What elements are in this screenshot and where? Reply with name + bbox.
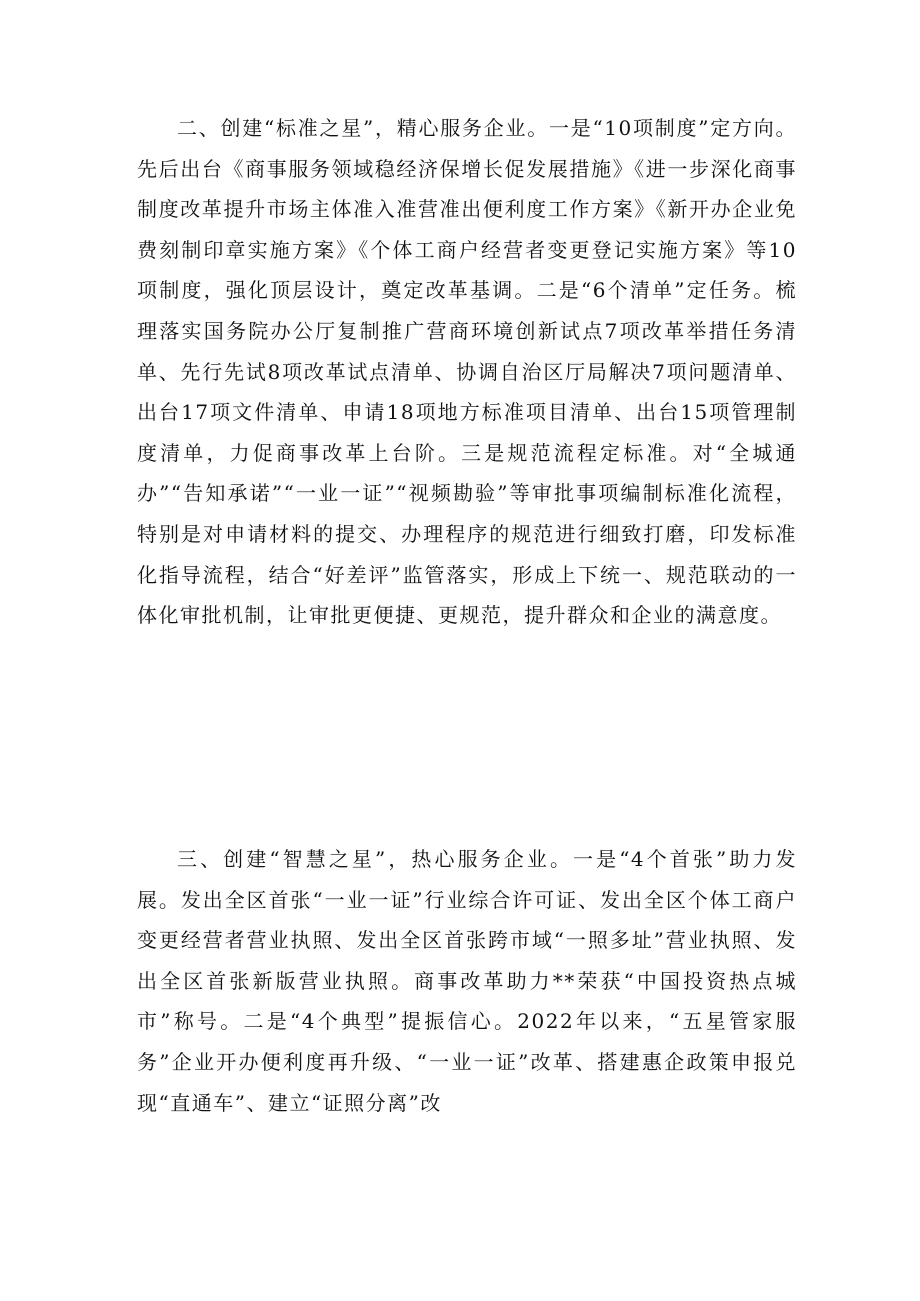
paragraph-standard-star: 二、创建“标准之星”，精心服务企业。一是“10项制度”定方向。先后出台《商事服务领域稳经济保增长促发展措施》《进一步深化商事制度改革提升市场主体准入准营准出便利度工作方案》《新开办企业免费刻制印章实施方案》《个体工商户经营者变更登记实施方案》等10项制度，强化顶层设计，奠定改革基调。二是“6个清单”定任务。梳理落实国务院办公厅复制推广营商环境创新试点7项改革举措任务清单、先行先试8项改革试点清单、协调自治区厅局解决7项问题清单、出台17项文件清单、申请18项地方标准项目清单、出台15项管理制度清单，力促商事改革上台阶。三是规范流程定标准。对“全城通办”“告知承诺”“一业一证”“视频勘验”等审批事项编制标准化流程，特别是对申请材料的提交、办理程序的规范进行细致打磨，印发标准化指导流程，结合“好差评”监管落实，形成上下统一、规范联动的一体化审批机制，让审批更便捷、更规范，提升群众和企业的满意度。	[137, 116, 797, 628]
paragraph-smart-star: 三、创建“智慧之星”，热心服务企业。一是“4个首张”助力发展。发出全区首张“一业一证”行业综合许可证、发出全区个体工商户变更经营者营业执照、发出全区首张跨市域“一照多址”营业执照、发出全区首张新版营业执照。商事改革助力**荣获“中国投资热点城市”称号。二是“4个典型”提振信心。2022年以来，“五星管家服务”企业开办便利度再升级、“一业一证”改革、搭建惠企政策申报兑现“直通车”、建立“证照分离”改	[137, 847, 797, 1115]
